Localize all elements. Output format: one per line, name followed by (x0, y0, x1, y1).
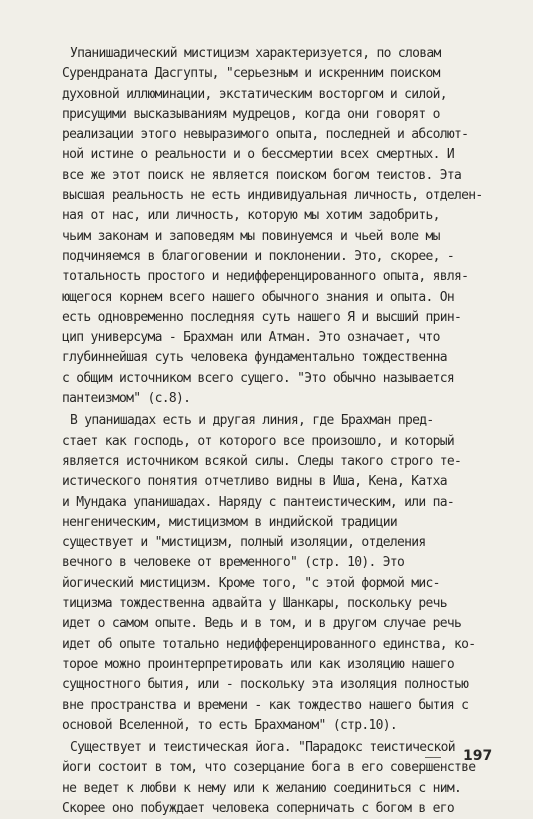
footer-rule (425, 757, 441, 758)
text-line: вне пространства и времени - как тождество нашего бытия с (62, 697, 469, 713)
text-line: ной истине о реальности и о бессмертии всех смертных. И (62, 147, 454, 163)
text-line: идет об опыте тотально недифференцированного единства, ко- (62, 636, 476, 652)
text-line: реализации этого невыразимого опыта, последней и абсолют- (62, 127, 469, 143)
text-line: ненгеническим, мистицизмом в индийской традиции (62, 514, 397, 530)
text-line: Скорее оно побуждает человека соперничать с богом в его (62, 800, 454, 816)
text-line: Упанишадический мистицизм характеризуется, по словам (70, 46, 441, 61)
text-line: с общим источником всего сущего. "Это обычно называется (62, 370, 454, 386)
text-line: подчиняемся в благоговении и поклонении. Это, скорее, - (62, 248, 454, 264)
text-line: является источником всякой силы. Следы такого строго те- (62, 453, 462, 469)
text-line: В упанишадах есть и другая линия, где Брахман пред- (70, 413, 434, 429)
text-line: духовной иллюминации, экстатическим восторгом и силой, (62, 86, 447, 102)
text-body (62, 44, 504, 819)
text-line: йогический мистицизм. Кроме того, "с этой формой мис- (62, 575, 440, 591)
text-line: стает как господь, от которого все произошло, и который (62, 433, 454, 449)
text-line: чьим законам и заповедям мы повинуемся и чьей воле мы (62, 228, 440, 244)
text-line: существует и "мистицизм, полный изоляции, отделения (62, 535, 426, 551)
page-number: 197 (463, 748, 493, 764)
text-line: тицизма тождественна адвайта у Шанкары, поскольку речь (62, 596, 447, 612)
text-line: сущностного бытия, или - поскольку эта изоляция полностью (62, 677, 469, 693)
text-line: истического понятия отчетливо видны в Иша, Кена, Катха (62, 474, 447, 490)
text-line: и Мундака упанишадах. Наряду с пантеистическим, или па- (62, 494, 454, 510)
text-line: йоги состоит в том, что созерцание бога в его совершенстве (62, 760, 476, 776)
text-line: Сурендраната Дасгупты, "серьезным и искренним поиском (62, 66, 440, 82)
text-line: высшая реальность не есть индивидуальная личность, отделен- (62, 188, 483, 204)
paragraph-theistic-yoga (62, 738, 504, 819)
text-line: не ведет к любви к нему или к желанию соединиться с ним. (62, 780, 462, 796)
text-line: вечного в человеке от временного" (стр. 10). Это (62, 555, 405, 571)
paragraph-theistic-line (62, 411, 504, 736)
text-line: тотальность простого и недифференцированного опыта, явля- (62, 269, 469, 285)
text-line: цип универсума - Брахман или Атман. Это означает, что (62, 330, 440, 346)
text-line: идет о самом опыте. Ведь и в том, и в другом случае речь (62, 616, 462, 632)
text-line: есть одновременно последняя суть нашего Я и высший прин- (62, 309, 462, 325)
text-line: присущими высказываниям мудрецов, когда они говорят о (62, 106, 440, 122)
text-line: ющегося корнем всего нашего обычного знания и опыта. Он (62, 289, 454, 305)
text-line: торое можно проинтерпретировать или как изоляцию нашего (62, 656, 454, 672)
text-line: Существует и теистическая йога. "Парадокс теистической (70, 740, 455, 756)
text-line: основой Вселенной, то есть Брахманом" (стр.10). (62, 717, 397, 733)
text-line: пантеизмом" (с.8). (62, 391, 191, 407)
text-line: глубиннейшая суть человека фундаментально тождественна (62, 350, 447, 366)
paragraph-mysticism-definition (62, 44, 504, 409)
text-line: все же этот поиск не является поиском богом теистов. Эта (62, 167, 462, 183)
text-line: ная от нас, или личность, которую мы хотим задобрить, (62, 208, 440, 224)
